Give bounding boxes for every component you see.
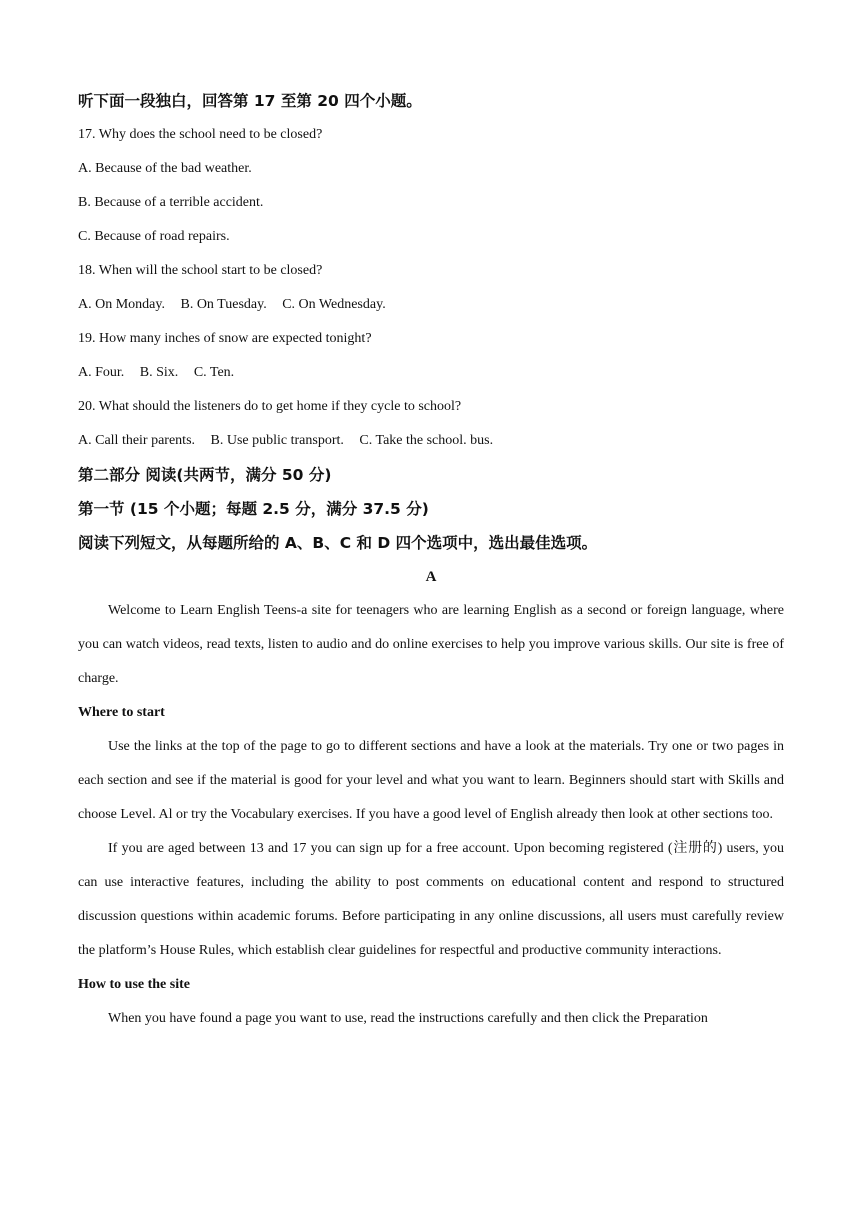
part-two-title: 第二部分 阅读(共两节，满分 50 分) <box>78 466 332 484</box>
question-20-stem: 20. What should the listeners do to get home if they cycle to school? <box>78 399 462 414</box>
how-to-use-heading: How to use the site <box>78 977 190 992</box>
question-18-stem: 18. When will the school start to be closed? <box>78 263 323 278</box>
question-18-options <box>78 288 784 322</box>
question-19-option-b: B. Six. <box>139 365 179 380</box>
how-to-use-paragraph-1: When you have found a page you want to use, read the instructions carefully and then click the Preparation <box>108 1011 708 1026</box>
passage-letter: A <box>425 569 437 585</box>
where-to-start-heading: Where to start <box>78 705 165 720</box>
question-19-option-c: C. Ten. <box>193 365 235 380</box>
question-19-option-a: A. Four. <box>78 365 125 380</box>
question-18-option-c: C. On Wednesday. <box>282 297 386 312</box>
question-17-option-a: A. Because of the bad weather. <box>78 161 252 176</box>
question-17-option-b: B. Because of a terrible accident. <box>78 195 264 210</box>
where-to-start-paragraph-1: Use the links at the top of the page to go to different sections and have a look at the materials. Try one or two pages in each section and see if the material is good for your level and what you want to learn. Beginners should start with Skills and choose Level. Al or try the Vocabulary exercises. If you have a good level of English already then look at other sections too. <box>78 739 784 822</box>
question-17-option-c: C. Because of road repairs. <box>78 229 230 244</box>
question-19-options <box>78 356 784 390</box>
where-to-start-paragraph-2: If you are aged between 13 and 17 you can sign up for a free account. Upon becoming registered (注册的) users, you can use interactive features, including the ability to post comments on educational content and respond to structured discussion questions within academic forums. Before participating in any online discussions, all users must carefully review the platform’s House Rules, which establish clear guidelines for respectful and productive community interactions. <box>78 841 784 958</box>
document-content <box>78 84 784 1036</box>
question-20-options <box>78 424 784 458</box>
reading-instruction: 阅读下列短文，从每题所给的 A、B、C 和 D 四个选项中，选出最佳选项。 <box>78 534 598 552</box>
question-20-option-c: C. Take the school. bus. <box>359 433 494 448</box>
section-one-title: 第一节 (15 个小题；每题 2.5 分，满分 37.5 分) <box>78 500 429 518</box>
passage-intro-paragraph: Welcome to Learn English Teens-a site for teenagers who are learning English as a second or foreign language, where you can watch videos, read texts, listen to audio and do online exercises to help you improve various skills. Our site is free of charge. <box>78 603 784 686</box>
question-17-stem: 17. Why does the school need to be closed? <box>78 127 323 142</box>
question-18-option-a: A. On Monday. <box>78 297 165 312</box>
question-20-option-a: A. Call their parents. <box>78 433 196 448</box>
question-19-stem: 19. How many inches of snow are expected tonight? <box>78 331 372 346</box>
listening-section-intro: 听下面一段独白，回答第 17 至第 20 四个小题。 <box>78 92 422 110</box>
question-18-option-b: B. On Tuesday. <box>180 297 267 312</box>
question-20-option-b: B. Use public transport. <box>210 433 344 448</box>
